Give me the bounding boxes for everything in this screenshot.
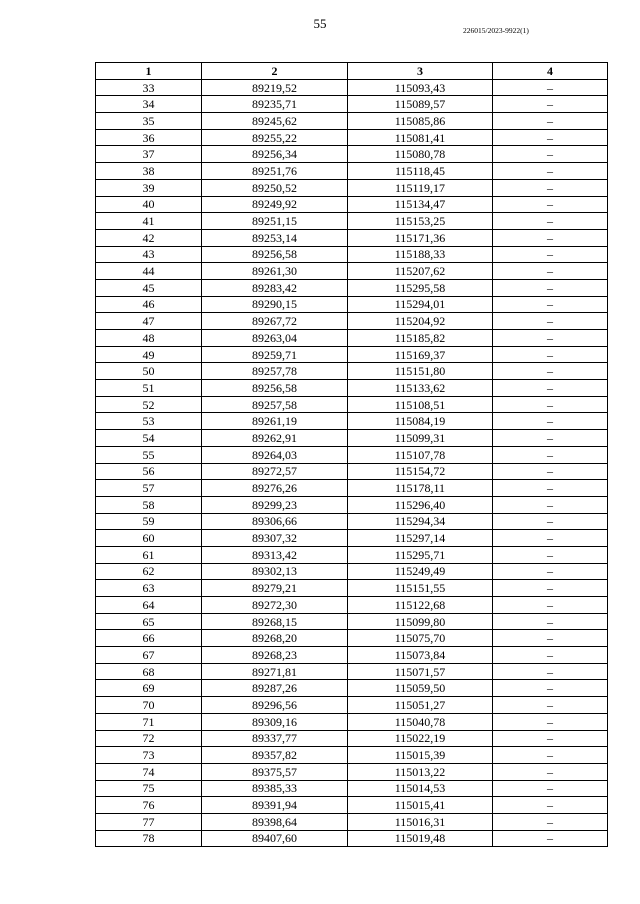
table-cell: 57 <box>96 480 202 497</box>
coordinates-table <box>95 62 608 847</box>
table-cell: 115188,33 <box>348 246 493 263</box>
table-row <box>96 797 608 814</box>
column-header-3: 3 <box>348 63 493 80</box>
table-cell: – <box>493 146 608 163</box>
table-cell: – <box>493 797 608 814</box>
table-cell: 89391,94 <box>202 797 348 814</box>
table-row <box>96 747 608 764</box>
table-cell: 89398,64 <box>202 813 348 830</box>
table-cell: 67 <box>96 647 202 664</box>
table-cell: 115107,78 <box>348 446 493 463</box>
table-cell: 89287,26 <box>202 680 348 697</box>
table-cell: 89307,32 <box>202 530 348 547</box>
table-row <box>96 597 608 614</box>
table-row <box>96 563 608 580</box>
table-row <box>96 613 608 630</box>
table-row <box>96 363 608 380</box>
table-cell: 41 <box>96 213 202 230</box>
table-cell: 50 <box>96 363 202 380</box>
table-cell: 89268,20 <box>202 630 348 647</box>
table-cell: – <box>493 697 608 714</box>
table-cell: 115051,27 <box>348 697 493 714</box>
table-cell: 44 <box>96 263 202 280</box>
table-cell: 63 <box>96 580 202 597</box>
table-cell: 89257,78 <box>202 363 348 380</box>
table-cell: 89250,52 <box>202 179 348 196</box>
table-cell: 75 <box>96 780 202 797</box>
table-cell: 89306,66 <box>202 513 348 530</box>
table-cell: 115075,70 <box>348 630 493 647</box>
table-row <box>96 146 608 163</box>
table-row <box>96 179 608 196</box>
table-row <box>96 396 608 413</box>
table-row <box>96 96 608 113</box>
table-cell: 89268,23 <box>202 647 348 664</box>
table-row <box>96 647 608 664</box>
table-cell: 38 <box>96 163 202 180</box>
table-cell: 65 <box>96 613 202 630</box>
table-cell: 89264,03 <box>202 446 348 463</box>
table-cell: 115171,36 <box>348 229 493 246</box>
table-cell: 43 <box>96 246 202 263</box>
table-cell: 115108,51 <box>348 396 493 413</box>
table-cell: 89253,14 <box>202 229 348 246</box>
table-cell: – <box>493 296 608 313</box>
table-cell: 89256,58 <box>202 246 348 263</box>
table-cell: 115297,14 <box>348 530 493 547</box>
table-cell: 89272,30 <box>202 597 348 614</box>
table-cell: 89279,21 <box>202 580 348 597</box>
table-cell: 39 <box>96 179 202 196</box>
table-cell: – <box>493 96 608 113</box>
table-cell: 115013,22 <box>348 763 493 780</box>
table-row <box>96 680 608 697</box>
table-cell: – <box>493 496 608 513</box>
table-cell: 76 <box>96 797 202 814</box>
table-cell: 89272,57 <box>202 463 348 480</box>
table-cell: 89313,42 <box>202 546 348 563</box>
table-cell: 77 <box>96 813 202 830</box>
table-cell: – <box>493 113 608 130</box>
table-cell: 89256,34 <box>202 146 348 163</box>
table-body <box>96 79 608 847</box>
table-row <box>96 630 608 647</box>
table-row <box>96 113 608 130</box>
table-cell: 52 <box>96 396 202 413</box>
table-cell: 49 <box>96 346 202 363</box>
table-cell: 89271,81 <box>202 663 348 680</box>
table-cell: 115059,50 <box>348 680 493 697</box>
table-cell: 45 <box>96 279 202 296</box>
table-cell: 70 <box>96 697 202 714</box>
table-cell: 61 <box>96 546 202 563</box>
table-cell: 89235,71 <box>202 96 348 113</box>
table-cell: – <box>493 279 608 296</box>
table-cell: 115151,80 <box>348 363 493 380</box>
table-cell: – <box>493 830 608 847</box>
table-cell: 115015,39 <box>348 747 493 764</box>
table-cell: – <box>493 663 608 680</box>
table-cell: 36 <box>96 129 202 146</box>
table-cell: 89259,71 <box>202 346 348 363</box>
table-cell: – <box>493 246 608 263</box>
table-cell: – <box>493 597 608 614</box>
table-cell: 89337,77 <box>202 730 348 747</box>
table-cell: 115296,40 <box>348 496 493 513</box>
table-row <box>96 246 608 263</box>
table-cell: 115015,41 <box>348 797 493 814</box>
table-cell: 115178,11 <box>348 480 493 497</box>
table-cell: – <box>493 213 608 230</box>
table-cell: 69 <box>96 680 202 697</box>
table-cell: 89263,04 <box>202 330 348 347</box>
table-cell: – <box>493 513 608 530</box>
table-cell: 42 <box>96 229 202 246</box>
table-row <box>96 313 608 330</box>
table-cell: 115119,17 <box>348 179 493 196</box>
table-cell: 115080,78 <box>348 146 493 163</box>
table-cell: 33 <box>96 79 202 96</box>
table-row <box>96 513 608 530</box>
table-cell: 115084,19 <box>348 413 493 430</box>
table-cell: 89296,56 <box>202 697 348 714</box>
table-cell: – <box>493 346 608 363</box>
table-row <box>96 546 608 563</box>
column-header-4: 4 <box>493 63 608 80</box>
table-cell: 115073,84 <box>348 647 493 664</box>
table-row <box>96 763 608 780</box>
table-cell: 89302,13 <box>202 563 348 580</box>
column-header-2: 2 <box>202 63 348 80</box>
table-cell: – <box>493 747 608 764</box>
table-cell: 89261,19 <box>202 413 348 430</box>
table-cell: 115294,01 <box>348 296 493 313</box>
table-cell: – <box>493 563 608 580</box>
table-cell: – <box>493 630 608 647</box>
table-cell: 115154,72 <box>348 463 493 480</box>
table-cell: 89245,62 <box>202 113 348 130</box>
table-cell: 62 <box>96 563 202 580</box>
table-row <box>96 480 608 497</box>
table-cell: 115122,68 <box>348 597 493 614</box>
table-cell: – <box>493 396 608 413</box>
table-row <box>96 129 608 146</box>
table-cell: 66 <box>96 630 202 647</box>
table-cell: 89407,60 <box>202 830 348 847</box>
table-cell: 115093,43 <box>348 79 493 96</box>
table-cell: 89276,26 <box>202 480 348 497</box>
table-row <box>96 346 608 363</box>
table-cell: 89385,33 <box>202 780 348 797</box>
table-cell: 115040,78 <box>348 713 493 730</box>
table-cell: 68 <box>96 663 202 680</box>
table-cell: – <box>493 763 608 780</box>
table-cell: – <box>493 446 608 463</box>
table-cell: – <box>493 229 608 246</box>
table-row <box>96 580 608 597</box>
table-row <box>96 663 608 680</box>
table-row <box>96 813 608 830</box>
table-cell: 89219,52 <box>202 79 348 96</box>
table-cell: 55 <box>96 446 202 463</box>
table-cell: – <box>493 546 608 563</box>
table-row <box>96 296 608 313</box>
document-reference: 226015/2023-9922(1) <box>463 26 529 35</box>
table-cell: 115204,92 <box>348 313 493 330</box>
table-cell: – <box>493 463 608 480</box>
table-cell: 35 <box>96 113 202 130</box>
table-row <box>96 446 608 463</box>
table-cell: 115118,45 <box>348 163 493 180</box>
table-cell: 34 <box>96 96 202 113</box>
table-row <box>96 713 608 730</box>
table-cell: 56 <box>96 463 202 480</box>
table-cell: 89262,91 <box>202 430 348 447</box>
table-cell: 58 <box>96 496 202 513</box>
table-cell: 71 <box>96 713 202 730</box>
table-cell: 115249,49 <box>348 563 493 580</box>
table-cell: 115207,62 <box>348 263 493 280</box>
table-cell: 115071,57 <box>348 663 493 680</box>
table-cell: – <box>493 530 608 547</box>
table-cell: 89251,15 <box>202 213 348 230</box>
table-cell: 115099,31 <box>348 430 493 447</box>
table-cell: 59 <box>96 513 202 530</box>
table-cell: 115089,57 <box>348 96 493 113</box>
table-cell: 115022,19 <box>348 730 493 747</box>
table-row <box>96 380 608 397</box>
table-cell: 115019,48 <box>348 830 493 847</box>
table-row <box>96 463 608 480</box>
table-row <box>96 430 608 447</box>
table-cell: – <box>493 647 608 664</box>
table-row <box>96 330 608 347</box>
table-row <box>96 530 608 547</box>
table-cell: – <box>493 730 608 747</box>
table-row <box>96 780 608 797</box>
table-header-row <box>96 63 608 80</box>
table-cell: 89255,22 <box>202 129 348 146</box>
table-cell: – <box>493 380 608 397</box>
table-cell: – <box>493 480 608 497</box>
table-row <box>96 697 608 714</box>
table-cell: 54 <box>96 430 202 447</box>
table-cell: 115295,71 <box>348 546 493 563</box>
table-cell: 115081,41 <box>348 129 493 146</box>
table-cell: 89251,76 <box>202 163 348 180</box>
table-cell: 89257,58 <box>202 396 348 413</box>
table-row <box>96 213 608 230</box>
table-cell: – <box>493 196 608 213</box>
table-cell: 53 <box>96 413 202 430</box>
table-cell: 73 <box>96 747 202 764</box>
table-cell: 115099,80 <box>348 613 493 630</box>
table-row <box>96 229 608 246</box>
table-cell: – <box>493 129 608 146</box>
table-cell: 46 <box>96 296 202 313</box>
table-cell: 115016,31 <box>348 813 493 830</box>
table-cell: 115185,82 <box>348 330 493 347</box>
table-cell: 47 <box>96 313 202 330</box>
table-cell: 115134,47 <box>348 196 493 213</box>
page-number: 55 <box>313 16 327 31</box>
table-cell: – <box>493 79 608 96</box>
table-cell: 64 <box>96 597 202 614</box>
table-cell: 74 <box>96 763 202 780</box>
table-row <box>96 413 608 430</box>
table-cell: – <box>493 580 608 597</box>
table-cell: 48 <box>96 330 202 347</box>
table-cell: 115294,34 <box>348 513 493 530</box>
table-cell: 115153,25 <box>348 213 493 230</box>
table-cell: 115085,86 <box>348 113 493 130</box>
table-cell: 89299,23 <box>202 496 348 513</box>
table-cell: 37 <box>96 146 202 163</box>
table-row <box>96 196 608 213</box>
table-cell: 115295,58 <box>348 279 493 296</box>
column-header-1: 1 <box>96 63 202 80</box>
table-cell: 51 <box>96 380 202 397</box>
table-cell: – <box>493 413 608 430</box>
table-cell: 89357,82 <box>202 747 348 764</box>
table-cell: 89309,16 <box>202 713 348 730</box>
table-cell: 89283,42 <box>202 279 348 296</box>
table-cell: 115133,62 <box>348 380 493 397</box>
table-cell: – <box>493 330 608 347</box>
table-row <box>96 163 608 180</box>
table-cell: 115169,37 <box>348 346 493 363</box>
table-cell: – <box>493 680 608 697</box>
table-cell: 60 <box>96 530 202 547</box>
table-cell: – <box>493 263 608 280</box>
table-cell: – <box>493 613 608 630</box>
table-row <box>96 830 608 847</box>
table-cell: – <box>493 363 608 380</box>
table-row <box>96 79 608 96</box>
table-cell: – <box>493 813 608 830</box>
table-cell: 89267,72 <box>202 313 348 330</box>
table-cell: 89375,57 <box>202 763 348 780</box>
table-row <box>96 279 608 296</box>
table-cell: 78 <box>96 830 202 847</box>
table-cell: 89256,58 <box>202 380 348 397</box>
table-cell: 40 <box>96 196 202 213</box>
table-cell: 115151,55 <box>348 580 493 597</box>
table-cell: – <box>493 179 608 196</box>
table-row <box>96 730 608 747</box>
table-row <box>96 263 608 280</box>
table-cell: 89268,15 <box>202 613 348 630</box>
table-cell: – <box>493 430 608 447</box>
table-cell: – <box>493 713 608 730</box>
table-cell: 89261,30 <box>202 263 348 280</box>
table-row <box>96 496 608 513</box>
table-cell: 72 <box>96 730 202 747</box>
table-cell: – <box>493 780 608 797</box>
table-cell: 115014,53 <box>348 780 493 797</box>
table-cell: 89249,92 <box>202 196 348 213</box>
table-cell: 89290,15 <box>202 296 348 313</box>
table-cell: – <box>493 163 608 180</box>
table-cell: – <box>493 313 608 330</box>
